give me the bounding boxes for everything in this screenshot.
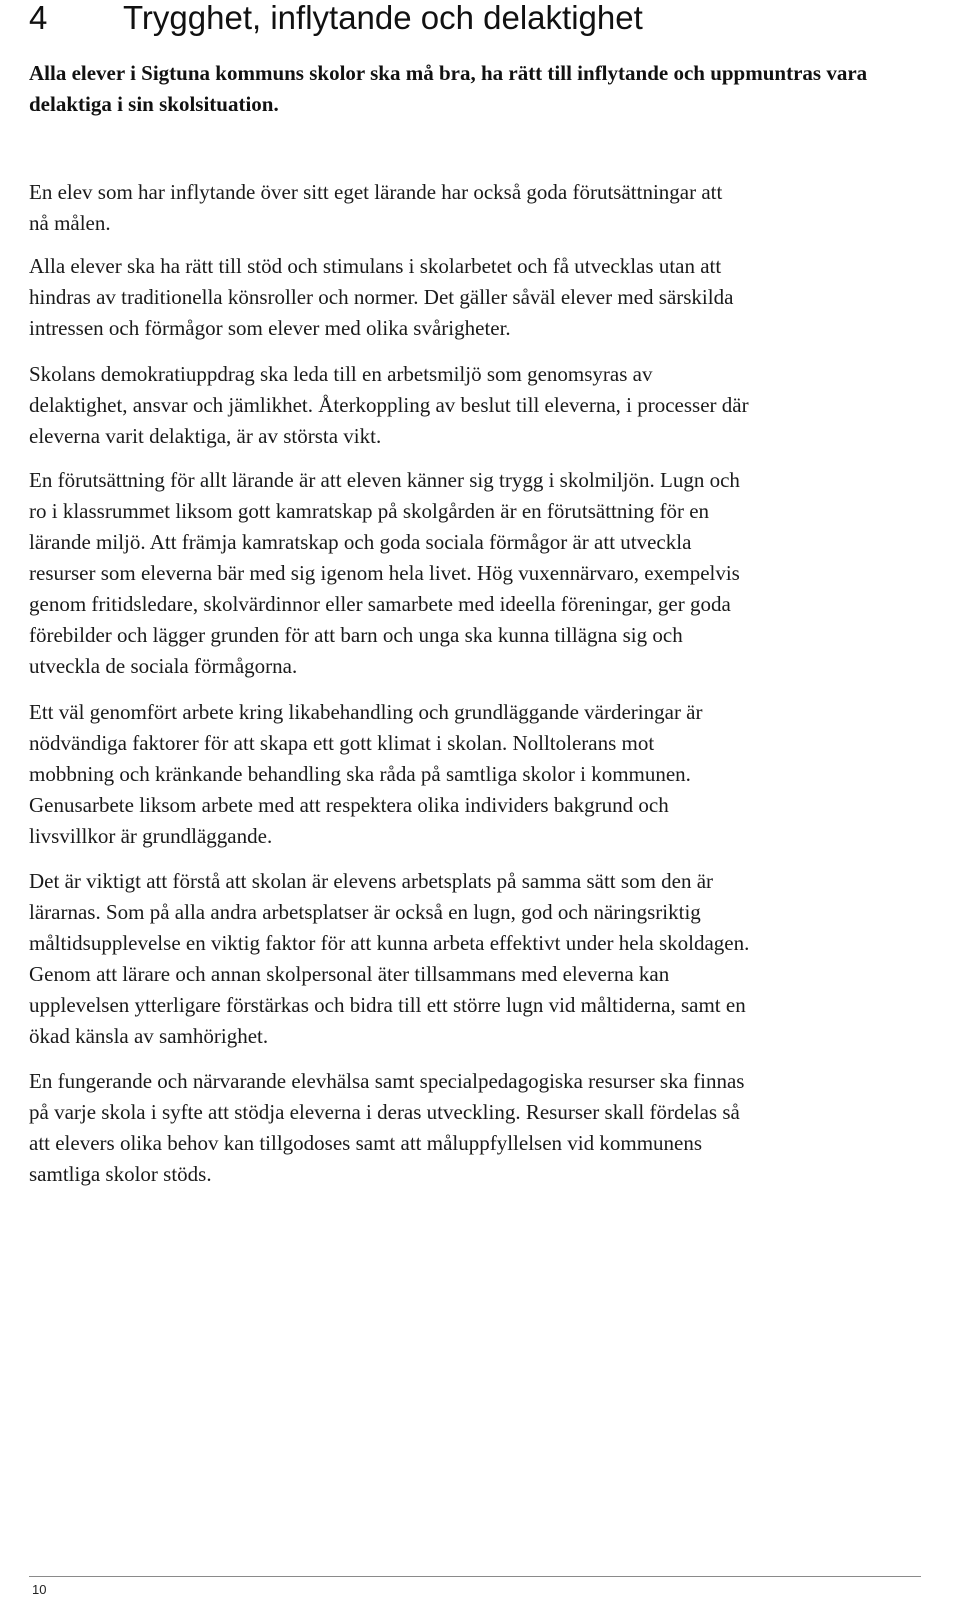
paragraph-line: upplevelsen ytterligare förstärkas och bidra till ett större lugn vid måltiderna, samt en bbox=[29, 993, 746, 1017]
paragraph-line: förebilder och lägger grunden för att barn och unga ska kunna tillägna sig och bbox=[29, 623, 683, 647]
paragraph-line: samtliga skolor stöds. bbox=[29, 1162, 212, 1186]
lead-paragraph: Alla elever i Sigtuna kommuns skolor ska må bra, ha rätt till inflytande och uppmuntras vara delaktiga i sin skolsituation. bbox=[29, 61, 868, 116]
paragraph-line: nödvändiga faktorer för att skapa ett gott klimat i skolan. Nolltolerans mot bbox=[29, 731, 655, 755]
paragraph-line: livsvillkor är grundläggande. bbox=[29, 824, 273, 848]
paragraph-line: Genom att lärare och annan skolpersonal äter tillsammans med eleverna kan bbox=[29, 962, 670, 986]
body-paragraph bbox=[29, 465, 929, 682]
body-paragraph bbox=[29, 359, 929, 452]
paragraph-line: intressen och förmågor som elever med olika svårigheter. bbox=[29, 316, 511, 340]
section-title: Trygghet, inflytande och delaktighet bbox=[123, 0, 643, 36]
paragraph-line: hindras av traditionella könsroller och normer. Det gäller såväl elever med särskilda bbox=[29, 285, 734, 309]
paragraph-line: mobbning och kränkande behandling ska råda på samtliga skolor i kommunen. bbox=[29, 762, 691, 786]
paragraph-line: ökad känsla av samhörighet. bbox=[29, 1024, 269, 1048]
paragraph-line: att elevers olika behov kan tillgodoses samt att måluppfyllelsen vid kommunens bbox=[29, 1131, 703, 1155]
body-paragraph bbox=[29, 177, 929, 239]
paragraph-line: lärande miljö. Att främja kamratskap och goda sociala förmågor är att utveckla bbox=[29, 530, 692, 554]
paragraph-line: Ett väl genomfört arbete kring likabehandling och grundläggande värderingar är bbox=[29, 700, 703, 724]
paragraph-line: ro i klassrummet liksom gott kamratskap på skolgården är en förutsättning för en bbox=[29, 499, 710, 523]
section-heading bbox=[29, 0, 643, 36]
paragraph-line: lärarnas. Som på alla andra arbetsplatser är också en lugn, god och näringsriktig bbox=[29, 900, 701, 924]
paragraph-line: Genusarbete liksom arbete med att respektera olika individers bakgrund och bbox=[29, 793, 669, 817]
page-number: 10 bbox=[32, 1582, 47, 1597]
paragraph-line: på varje skola i syfte att stödja eleverna i deras utveckling. Resurser skall fördelas så bbox=[29, 1100, 740, 1124]
paragraph-line: Alla elever ska ha rätt till stöd och stimulans i skolarbetet och få utvecklas utan att bbox=[29, 254, 722, 278]
paragraph-line: nå målen. bbox=[29, 211, 111, 235]
paragraph-line: En fungerande och närvarande elevhälsa samt specialpedagogiska resurser ska finnas bbox=[29, 1069, 745, 1093]
body-paragraph bbox=[29, 1066, 929, 1190]
paragraph-line: En förutsättning för allt lärande är att eleven känner sig trygg i skolmiljön. Lugn och bbox=[29, 468, 740, 492]
body-paragraph bbox=[29, 251, 929, 344]
paragraph-line: Skolans demokratiuppdrag ska leda till en arbetsmiljö som genomsyras av bbox=[29, 362, 653, 386]
footer-divider bbox=[29, 1576, 921, 1577]
body-paragraph bbox=[29, 866, 929, 1052]
body-paragraph bbox=[29, 697, 929, 852]
paragraph-line: genom fritidsledare, skolvärdinnor eller samarbete med ideella föreningar, ger goda bbox=[29, 592, 731, 616]
paragraph-line: Det är viktigt att förstå att skolan är elevens arbetsplats på samma sätt som den är bbox=[29, 869, 714, 893]
paragraph-line: utveckla de sociala förmågorna. bbox=[29, 654, 298, 678]
paragraph-line: En elev som har inflytande över sitt eget lärande har också goda förutsättningar att bbox=[29, 180, 723, 204]
paragraph-line: eleverna varit delaktiga, är av största vikt. bbox=[29, 424, 382, 448]
section-number: 4 bbox=[29, 0, 48, 36]
paragraph-line: resurser som eleverna bär med sig igenom hela livet. Hög vuxennärvaro, exempelvis bbox=[29, 561, 740, 585]
paragraph-line: måltidsupplevelse en viktig faktor för att kunna arbeta effektivt under hela skoldagen. bbox=[29, 931, 750, 955]
paragraph-line: delaktighet, ansvar och jämlikhet. Återkoppling av beslut till eleverna, i processer där bbox=[29, 393, 749, 417]
